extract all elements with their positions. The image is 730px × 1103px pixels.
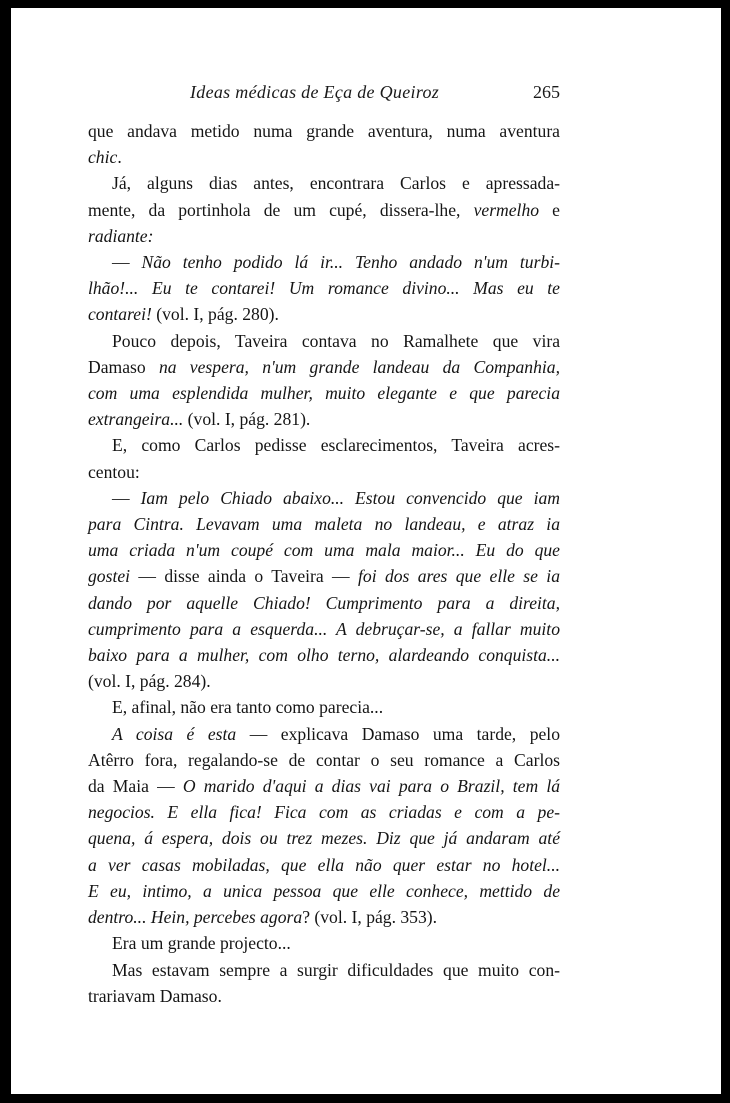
text-line — [88, 485, 560, 511]
italic-text: cumprimento para a esquerda... A debruçar-se, a fallar muito — [88, 618, 560, 639]
page-header — [11, 82, 721, 106]
running-title: Ideas médicas de Eça de Queiroz — [190, 82, 440, 102]
text-line — [88, 459, 560, 485]
text-line — [88, 301, 560, 327]
roman-text: (vol. I, pág. 280). — [151, 304, 279, 325]
text-line — [88, 773, 560, 799]
text-line — [88, 275, 560, 301]
text-line — [88, 118, 560, 144]
italic-text: com uma esplendida mulher, muito elegante e que parecia — [88, 383, 560, 404]
roman-text: E, como Carlos pedisse esclarecimentos, Taveira acres- — [112, 435, 560, 456]
text-line — [88, 747, 560, 773]
italic-text: dentro... Hein, percebes agora — [88, 907, 303, 928]
text-line — [88, 930, 560, 956]
text-line — [88, 537, 560, 563]
italic-text: gostei — [88, 566, 131, 587]
text-line — [88, 328, 560, 354]
italic-text: para Cintra. Levavam uma maleta no landeau, e atraz ia — [88, 514, 560, 535]
body-text — [88, 118, 560, 1009]
roman-text: mente, da portinhola de um cupé, dissera-lhe, — [88, 199, 474, 220]
roman-text: centou: — [88, 461, 140, 482]
text-line — [88, 694, 560, 720]
text-line — [88, 983, 560, 1009]
text-line — [88, 511, 560, 537]
text-line — [88, 432, 560, 458]
roman-text: Já, alguns dias antes, encontrara Carlos e apressada- — [112, 173, 560, 194]
italic-text: baixo para a mulher, com olho terno, alardeando conquista... — [88, 645, 560, 666]
text-line — [88, 616, 560, 642]
text-line — [88, 563, 560, 589]
text-line — [88, 825, 560, 851]
roman-text: (vol. I, pág. 281). — [183, 409, 311, 430]
text-line — [88, 852, 560, 878]
italic-text: lhão!... Eu te contarei! Um romance divino... Mas eu te — [88, 278, 560, 299]
text-line — [88, 197, 560, 223]
italic-text: uma criada n'um coupé com uma mala maior... Eu do que — [88, 540, 560, 561]
text-line — [88, 721, 560, 747]
text-line — [88, 406, 560, 432]
roman-text: — disse ainda o Taveira — — [130, 566, 359, 587]
italic-text: foi dos ares que elle se ia — [358, 566, 560, 587]
roman-text: E, afinal, não era tanto como parecia... — [112, 697, 384, 718]
roman-text: (vol. I, pág. 284). — [88, 671, 211, 692]
italic-text: vermelho — [473, 199, 540, 220]
book-page — [11, 8, 721, 1094]
text-line — [88, 642, 560, 668]
roman-text: e — [539, 199, 560, 220]
italic-text: na vespera, n'um grande landeau da Companhia, — [158, 356, 560, 377]
italic-text: contarei! — [88, 304, 152, 325]
text-line — [88, 380, 560, 406]
roman-text: — — [112, 487, 141, 508]
roman-text: da Maia — — [88, 776, 183, 797]
text-line — [88, 590, 560, 616]
italic-text: negocios. E ella fica! Fica com as criadas e com a pe- — [88, 802, 560, 823]
roman-text: Atêrro fora, regalando-se de contar o seu romance a Carlos — [88, 749, 560, 770]
roman-text: . — [117, 147, 122, 168]
text-line — [88, 904, 560, 930]
roman-text: Pouco depois, Taveira contava no Ramalhete que vira — [112, 330, 560, 351]
text-line — [88, 354, 560, 380]
roman-text: ? (vol. I, pág. 353). — [302, 907, 438, 928]
text-line — [88, 170, 560, 196]
text-line — [88, 144, 560, 170]
italic-text: A coisa é esta — [112, 723, 237, 744]
text-line — [88, 957, 560, 983]
roman-text: trariavam Damaso. — [88, 985, 222, 1006]
roman-text: — — [112, 252, 142, 273]
italic-text: quena, á espera, dois ou trez mezes. Diz que já andaram até — [88, 828, 560, 849]
italic-text: E eu, intimo, a unica pessoa que elle conhece, mettido de — [88, 880, 560, 901]
text-line — [88, 799, 560, 825]
page-number: 265 — [533, 82, 560, 102]
italic-text: dando por aquelle Chiado! Cumprimento para a direita, — [88, 592, 560, 613]
roman-text: que andava metido numa grande aventura, numa aventura — [88, 121, 560, 141]
italic-text: a ver casas mobiladas, que ella não quer estar no hotel... — [88, 854, 560, 875]
italic-text: O marido d'aqui a dias vai para o Brazil, tem lá — [182, 776, 561, 797]
italic-text: Iam pelo Chiado abaixo... Estou convencido que iam — [140, 487, 560, 508]
roman-text: Era um grande projecto... — [112, 933, 291, 954]
roman-text: Mas estavam sempre a surgir dificuldades que muito con- — [112, 959, 560, 980]
italic-text: chic — [88, 147, 118, 168]
text-line — [88, 223, 560, 249]
text-line — [88, 668, 560, 694]
text-line — [88, 249, 560, 275]
roman-text: Damaso — [88, 356, 159, 377]
text-line — [88, 878, 560, 904]
italic-text: radiante: — [88, 225, 154, 246]
italic-text: extrangeira... — [88, 409, 184, 430]
italic-text: Não tenho podido lá ir... Tenho andado n'um turbi- — [141, 252, 560, 273]
roman-text: — explicava Damaso uma tarde, pelo — [236, 723, 560, 744]
